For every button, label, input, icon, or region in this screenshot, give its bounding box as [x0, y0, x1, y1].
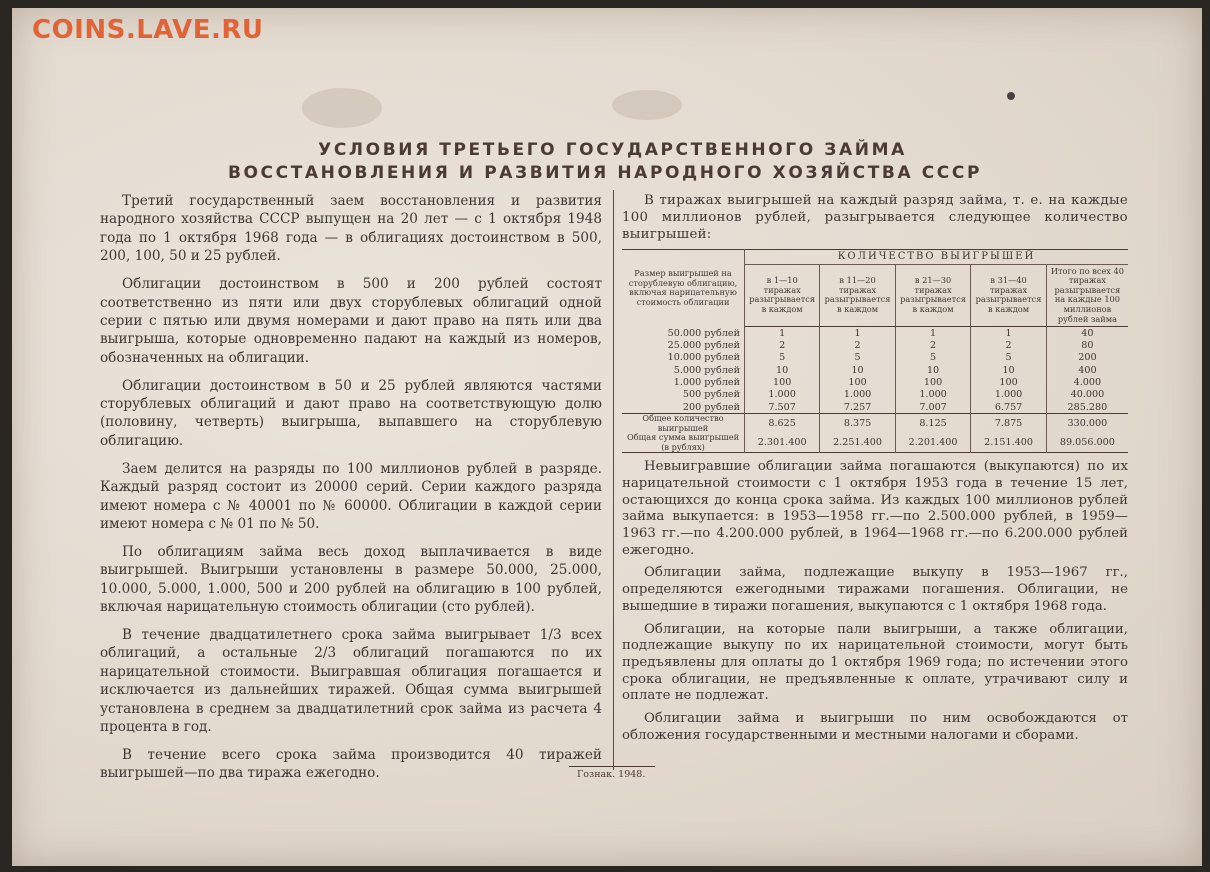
- table-cell: 8.625: [745, 414, 820, 434]
- table-cell: 40: [1046, 327, 1128, 340]
- prize-size-label: 10.000 рублей: [667, 352, 740, 364]
- table-cell: 200: [1046, 352, 1128, 364]
- table-cell: 10: [971, 364, 1047, 376]
- table-col-header: в 1—10 тиражах разыгрывается в каждом: [745, 264, 820, 327]
- table-cell: 5: [895, 352, 971, 364]
- table-row: [622, 364, 1128, 376]
- table-row: [622, 339, 1128, 351]
- left-column-text: [100, 192, 602, 792]
- table-cell: 2: [745, 339, 820, 351]
- total-sum-label: Общая сумма выигрышей (в рублях): [626, 432, 740, 452]
- faded-stamp-mark: [612, 90, 682, 120]
- table-cell: 2: [820, 339, 896, 351]
- prize-size-label: 5.000 рублей: [673, 364, 740, 376]
- table-cell: 2.301.400: [745, 433, 820, 453]
- table-cell: 10: [895, 364, 971, 376]
- right-column-text: [622, 192, 1128, 750]
- table-cell: 1.000: [971, 389, 1047, 401]
- table-cell: 2.251.400: [820, 433, 896, 453]
- page-title-line-1: УСЛОВИЯ ТРЕТЬЕГО ГОСУДАРСТВЕННОГО ЗАЙМА: [318, 140, 907, 160]
- prize-size-label: 1.000 рублей: [673, 376, 740, 388]
- table-cell: 1.000: [820, 389, 896, 401]
- paragraph: По облигациям займа весь доход выплачивается в виде выигрышей. Выигрыши установлены в размере 50.000, 25.000, 10.000, 5.000, 1.000, 500 и 200 рублей на облигацию в 100 рублей, включая нарицательную стоимость облигации (сто рублей).: [100, 543, 602, 616]
- table-col-header: Итого по всех 40 тиражах разыгрывается на каждые 100 миллионов рублей займа: [1046, 264, 1128, 327]
- table-col-header: в 31—40 тиражах разыгрывается в каждом: [971, 264, 1047, 327]
- table-cell: 5: [745, 352, 820, 364]
- column-divider: [613, 190, 614, 770]
- table-intro: В тиражах выигрышей на каждый разряд займа, т. е. на каждые 100 миллионов рублей, разыгрывается следующее количество выигрышей:: [622, 193, 1128, 242]
- table-cell: 400: [1046, 364, 1128, 376]
- table-cell: 4.000: [1046, 376, 1128, 388]
- page-title-line-2: ВОССТАНОВЛЕНИЯ И РАЗВИТИЯ НАРОДНОГО ХОЗЯЙСТВА СССР: [227, 163, 983, 183]
- table-cell: 1: [745, 327, 820, 340]
- table-cell: 5: [971, 352, 1047, 364]
- table-cell: 7.875: [971, 414, 1047, 434]
- table-cell: 1.000: [745, 389, 820, 401]
- table-cell: 100: [745, 376, 820, 388]
- site-watermark: COINS.LAVE.RU: [32, 15, 264, 45]
- table-cell: 1: [971, 327, 1047, 340]
- prize-size-label: 50.000 рублей: [667, 327, 740, 339]
- printer-imprint: Гознак. 1948.: [569, 766, 655, 780]
- table-cell: 2.151.400: [971, 433, 1047, 453]
- table-row: [622, 376, 1128, 388]
- table-row: [622, 327, 1128, 340]
- table-cell: 1: [820, 327, 896, 340]
- table-cell: 8.125: [895, 414, 971, 434]
- table-cell: 7.007: [895, 401, 971, 414]
- table-cell: 8.375: [820, 414, 896, 434]
- faded-stamp-mark: [302, 88, 382, 128]
- paragraph: В течение двадцатилетнего срока займа выигрывает 1/3 всех облигаций, а остальные 2/3 облигаций погашаются по их нарицательной стоимости. Выигравшая облигация погашается и исключается из дальнейших тиражей. Общая сумма выигрышей установлена в среднем за двадцатилетний срок займа из расчета 4 процента в год.: [100, 627, 602, 736]
- table-cell: 100: [895, 376, 971, 388]
- table-group-header: КОЛИЧЕСТВО ВЫИГРЫШЕЙ: [745, 250, 1129, 265]
- table-cell: 10: [820, 364, 896, 376]
- paragraph: Облигации займа и выигрыши по ним освобождаются от обложения государственными и местными налогами и сборами.: [622, 711, 1128, 743]
- paragraph: Облигации достоинством в 500 и 200 рублей состоят соответственно из пяти или двух сторублевых облигаций одной серии с пятью или двумя номерами и дают право на пять или два выигрыша, которые одновременно падают на каждый из номеров, обозначенных на облигации.: [100, 276, 602, 366]
- table-cell: 5: [820, 352, 896, 364]
- table-cell: 2.201.400: [895, 433, 971, 453]
- prize-size-label: 200 рублей: [682, 401, 740, 413]
- table-cell: 1: [895, 327, 971, 340]
- table-cell: 100: [820, 376, 896, 388]
- paragraph: Заем делится на разряды по 100 миллионов рублей в разряде. Каждый разряд состоит из 20000 серий. Серии каждого разряда имеют номера с № 40001 по № 60000. Облигации в каждой серии имеют номера с № 01 по № 50.: [100, 460, 602, 532]
- prize-size-label: 25.000 рублей: [667, 340, 740, 352]
- table-cell: 1.000: [895, 389, 971, 401]
- total-count-label: Общее количество выигрышей: [622, 414, 745, 434]
- table-row-header: Размер выигрышей на сторублевую облигацию, включая нарицательную стоимость облигации: [628, 268, 738, 307]
- table-cell: 6.757: [971, 401, 1047, 414]
- winnings-table: [622, 249, 1128, 453]
- paragraph: Облигации достоинством в 50 и 25 рублей являются частями сторублевых облигаций и дают право на соответствующую долю (половину, четверть) выигрыша, выпавшего на сторублевую облигацию.: [100, 377, 602, 449]
- table-cell: 7.507: [745, 401, 820, 414]
- table-row: [622, 401, 1128, 414]
- table-body: [622, 327, 1128, 414]
- table-cell: 80: [1046, 339, 1128, 351]
- ink-dot: [1007, 92, 1015, 100]
- table-cell: 100: [971, 376, 1047, 388]
- table-cell: 285.280: [1046, 401, 1128, 414]
- paragraph: Третий государственный заем восстановления и развития народного хозяйства СССР выпущен на 20 лет — с 1 октября 1948 года по 1 октября 1968 года — в облигациях достоинством в 500, 200, 100, 50 и 25 рублей.: [100, 193, 602, 265]
- table-cell: 89.056.000: [1046, 433, 1128, 453]
- table-row: [622, 389, 1128, 401]
- table-cell: 40.000: [1046, 389, 1128, 401]
- prize-size-label: 500 рублей: [682, 389, 740, 401]
- paragraph: Невыигравшие облигации займа погашаются (выкупаются) по их нарицательной стоимости с 1 октября 1953 года в течение 15 лет, остающихся до конца срока займа. Из каждых 100 миллионов рублей займа выкупается: в 1953—1958 гг.—по 2.500.000 рублей, в 1959—1963 гг.—по 4.200.000 рублей, в 1964—1968 гг.—по 6.200.000 рублей ежегодно.: [622, 459, 1128, 558]
- table-cell: 2: [895, 339, 971, 351]
- table-cell: 330.000: [1046, 414, 1128, 434]
- table-col-header: в 11—20 тиражах разыгрывается в каждом: [820, 264, 896, 327]
- table-row: [622, 352, 1128, 364]
- paragraph: Облигации займа, подлежащие выкупу в 1953—1967 гг., определяются ежегодными тиражами погашения. Облигации, не вышедшие в тиражи погашения, выкупаются с 1 октября 1968 года.: [622, 565, 1128, 614]
- table-cell: 7.257: [820, 401, 896, 414]
- table-cell: 10: [745, 364, 820, 376]
- paragraph: В течение всего срока займа производится 40 тиражей выигрышей—по два тиража ежегодно.: [100, 746, 602, 782]
- table-cell: 2: [971, 339, 1047, 351]
- paragraph: Облигации, на которые пали выигрыши, а также облигации, подлежащие выкупу по их нарицательной стоимости, могут быть предъявлены для оплаты до 1 октября 1969 года; по истечении этого срока облигации, не предъявленные к оплате, утрачивают силу и оплате не подлежат.: [622, 621, 1128, 704]
- table-col-header: в 21—30 тиражах разыгрывается в каждом: [895, 264, 971, 327]
